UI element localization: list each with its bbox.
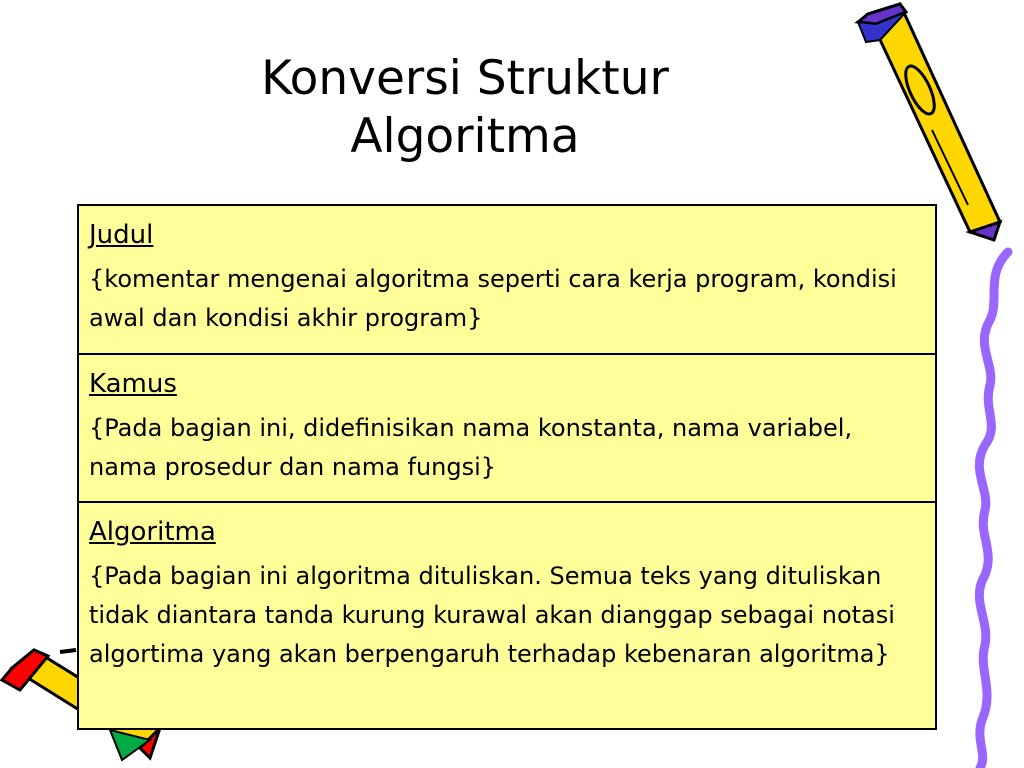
section-kamus <box>79 355 935 503</box>
algorithm-structure-table <box>77 204 937 730</box>
title-line-1: Konversi Struktur <box>261 51 669 106</box>
section-description: {Pada bagian ini, didefinisikan nama konstanta, nama variabel, nama prosedur dan nama fungsi} <box>89 414 853 481</box>
section-heading: Judul <box>89 220 154 250</box>
section-heading: Algoritma <box>89 517 216 547</box>
section-judul <box>79 206 935 355</box>
section-algoritma <box>79 503 935 728</box>
slide-title <box>80 50 850 166</box>
section-description: {komentar mengenai algoritma seperti cara kerja program, kondisi awal dan kondisi akhir program} <box>89 265 897 332</box>
section-description: {Pada bagian ini algoritma dituliskan. Semua teks yang dituliskan tidak diantara tanda kurung kurawal akan dianggap sebagai notasi algortima yang akan berpengaruh terhadap kebenaran algoritma} <box>89 562 895 668</box>
wavy-line-decoration <box>979 252 1008 768</box>
title-line-2: Algoritma <box>350 109 580 164</box>
section-heading: Kamus <box>89 369 177 399</box>
